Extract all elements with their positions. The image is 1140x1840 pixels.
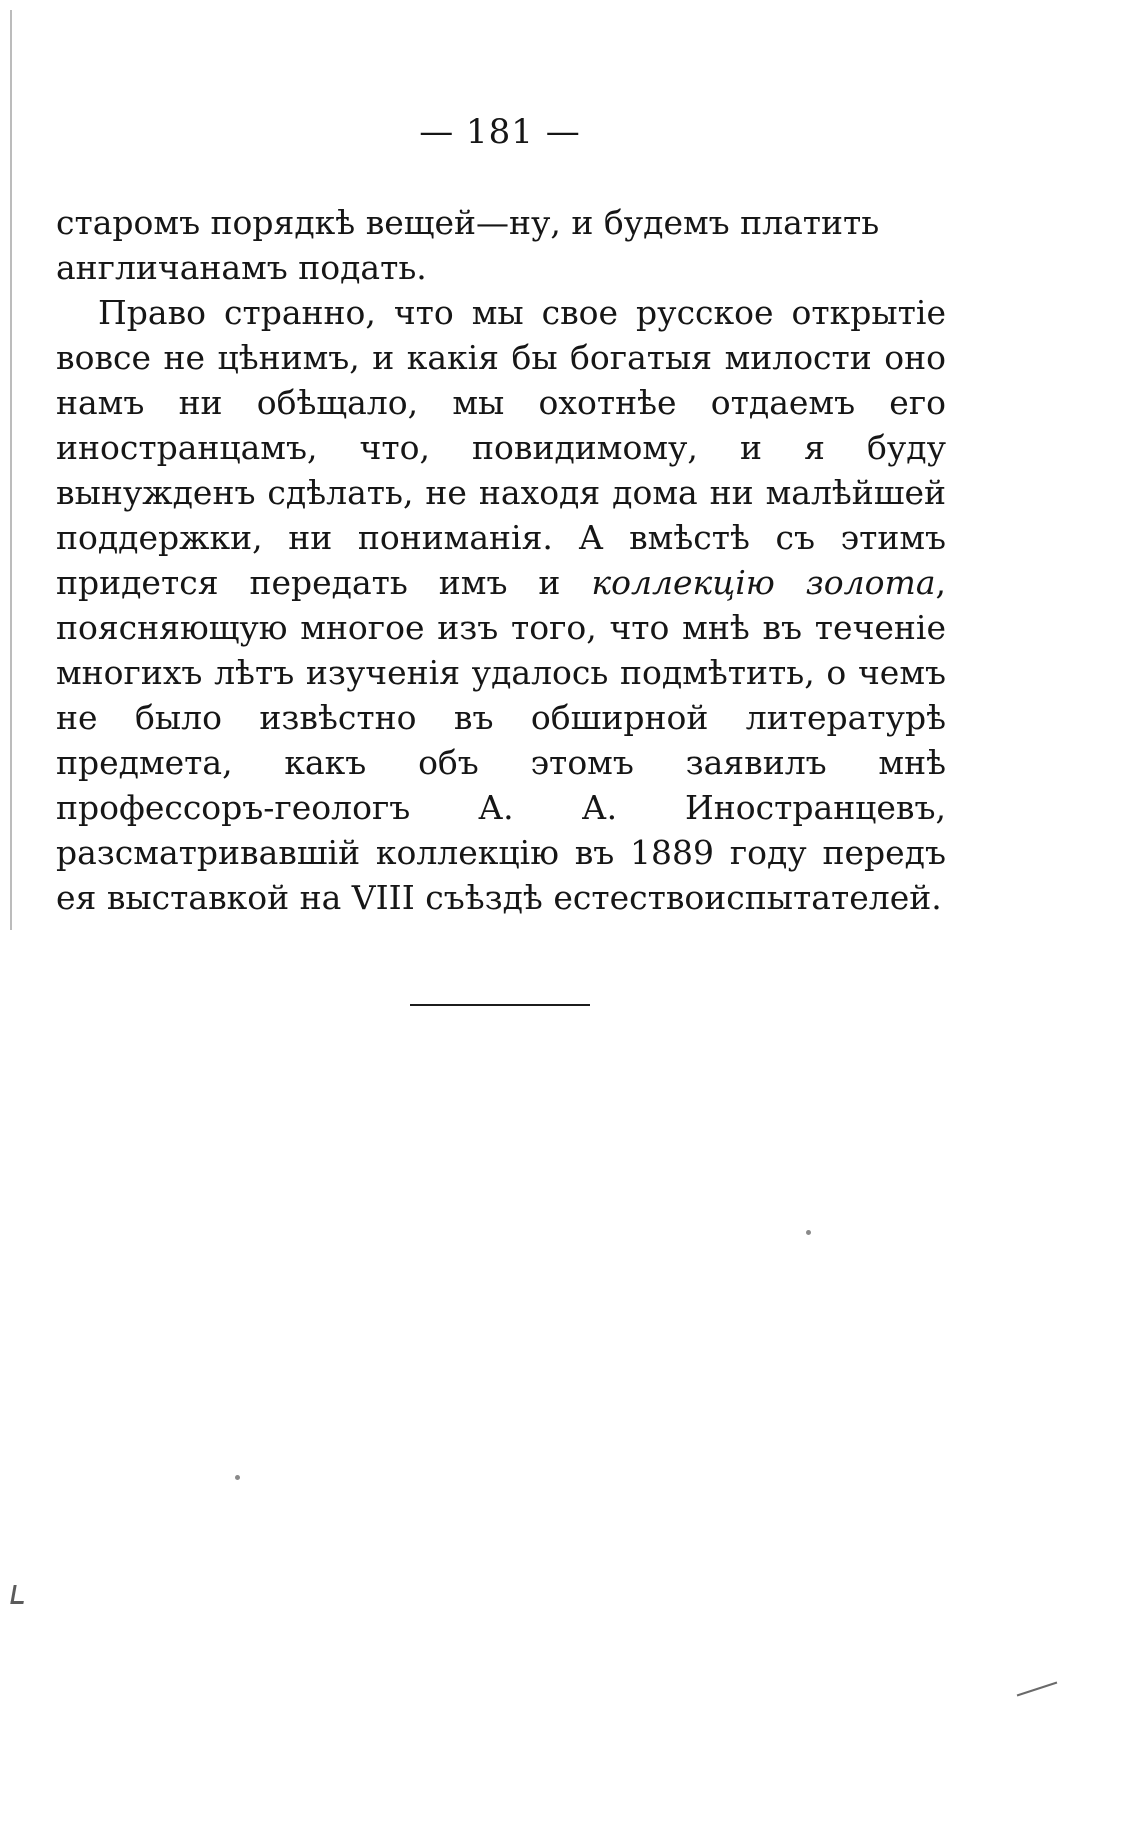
paragraph-2 <box>56 290 946 920</box>
paragraph-2-text-end: , поясняющую многое изъ того, что мнѣ въ теченіе многихъ лѣтъ изученія удалось подмѣтить, о чемъ не было извѣстно въ обширной литературѣ предмета, какъ объ этомъ заявилъ мнѣ профессоръ-геологъ А. А. Иностранцевъ, разсматривавшій коллекцію въ 1889 году передъ ея выставкой на VIII съѣздѣ естествоиспытателей. <box>56 563 947 917</box>
paragraph-1 <box>56 200 946 290</box>
paragraph-2-text-start: Право странно, что мы свое русское открытіе вовсе не цѣнимъ, и какія бы богатыя милости оно намъ ни обѣщало, мы охотнѣе отдаемъ его иностранцамъ, что, повидимому, и я буду вынужденъ сдѣлать, не находя дома ни малѣйшей поддержки, ни пониманія. А вмѣстѣ съ этимъ придется передать имъ и <box>56 293 946 602</box>
page-number: — 181 — <box>419 112 581 152</box>
section-end-rule <box>410 1004 590 1006</box>
paragraph-1-line-1: старомъ порядкѣ вещей—ну, и будемъ платить <box>56 203 880 242</box>
scan-speck <box>806 1230 811 1235</box>
document-body <box>56 200 946 920</box>
paragraph-2-italic-phrase: коллекцію золота <box>591 563 936 602</box>
paragraph-1-line-2: англичанамъ подать. <box>56 248 427 287</box>
scan-speck <box>235 1475 240 1480</box>
scan-stroke <box>1017 1682 1058 1697</box>
scan-mark <box>10 1585 26 1604</box>
